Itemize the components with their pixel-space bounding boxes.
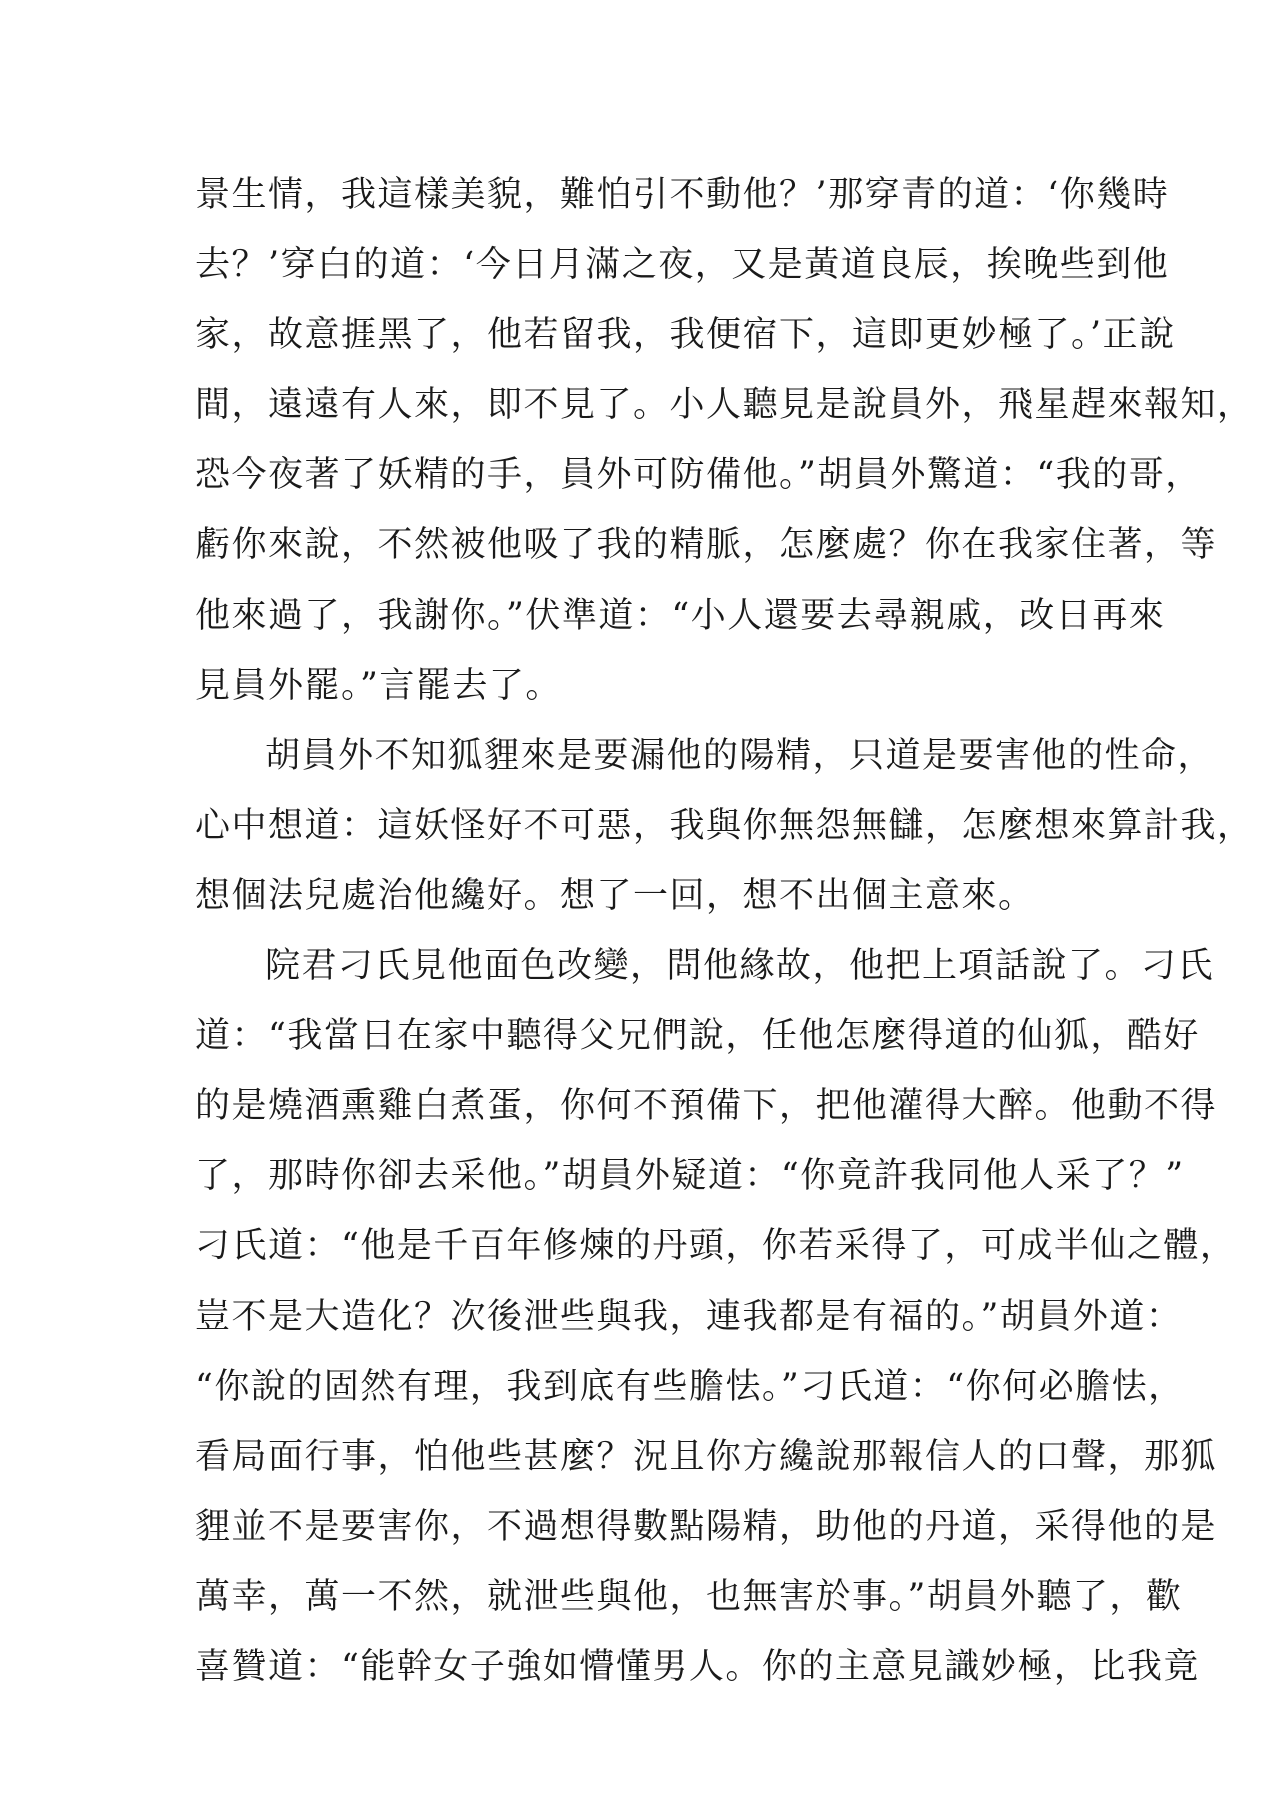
text-line: “你說的固然有理，我到底有些膽怯。”刁氏道：“你何必膽怯， [195, 1366, 1185, 1407]
text-line: 心中想道：這妖怪好不可惡，我與你無怨無讎，怎麼想來算計我， [195, 805, 1254, 846]
text-line: 恐今夜著了妖精的手，員外可防備他。”胡員外驚道：“我的哥， [195, 455, 1202, 496]
text-line: 去？’穿白的道：‘今日月滿之夜，又是黃道良辰，挨晚些到他 [195, 245, 1170, 286]
text-line: 他來過了，我謝你。”伏準道：“小人還要去尋親戚，改日再來 [195, 595, 1166, 636]
text-line: 了，那時你卻去采他。”胡員外疑道：“你竟許我同他人采了？” [195, 1156, 1185, 1197]
text-line: 豈不是大造化？次後泄些與我，連我都是有福的。”胡員外道： [195, 1296, 1183, 1337]
text-line: 刁氏道：“他是千百年修煉的丹頭，你若采得了，可成半仙之體， [195, 1226, 1237, 1267]
text-line: 見員外罷。”言罷去了。 [195, 665, 562, 706]
paragraph-first-line: 胡員外不知狐貍來是要漏他的陽精，只道是要害他的性命， [265, 735, 1215, 776]
text-line: 貍並不是要害你，不過想得數點陽精，助他的丹道，采得他的是 [195, 1506, 1218, 1547]
text-line: 景生情，我這樣美貌，難怕引不動他？’那穿青的道：‘你幾時 [195, 175, 1170, 215]
text-line: 道：“我當日在家中聽得父兄們說，任他怎麼得道的仙狐，酷好 [195, 1016, 1200, 1057]
text-line: 間，遠遠有人來，即不見了。小人聽見是說員外，飛星趕來報知， [195, 385, 1254, 426]
paragraph-first-line: 院君刁氏見他面色改變，問他緣故，他把上項話說了。刁氏 [265, 946, 1215, 987]
text-line: 喜贊道：“能幹女子強如懵懂男人。你的主意見識妙極，比我竟 [195, 1646, 1200, 1687]
text-line: 萬幸，萬一不然，就泄些與他，也無害於事。”胡員外聽了，歡 [195, 1576, 1183, 1617]
text-line: 看局面行事，怕他些甚麼？況且你方纔說那報信人的口聲，那狐 [195, 1436, 1218, 1477]
text-line: 想個法兒處治他纔好。想了一回，想不出個主意來。 [195, 875, 1035, 916]
text-line: 虧你來說，不然被他吸了我的精脈，怎麼處？你在我家住著，等 [195, 525, 1218, 566]
body-text [195, 160, 1254, 1702]
text-line: 的是燒酒熏雞白煮蛋，你何不預備下，把他灌得大醉。他動不得 [195, 1086, 1218, 1127]
text-line: 家，故意捱黑了，他若留我，我便宿下，這即更妙極了。’正說 [195, 315, 1176, 356]
